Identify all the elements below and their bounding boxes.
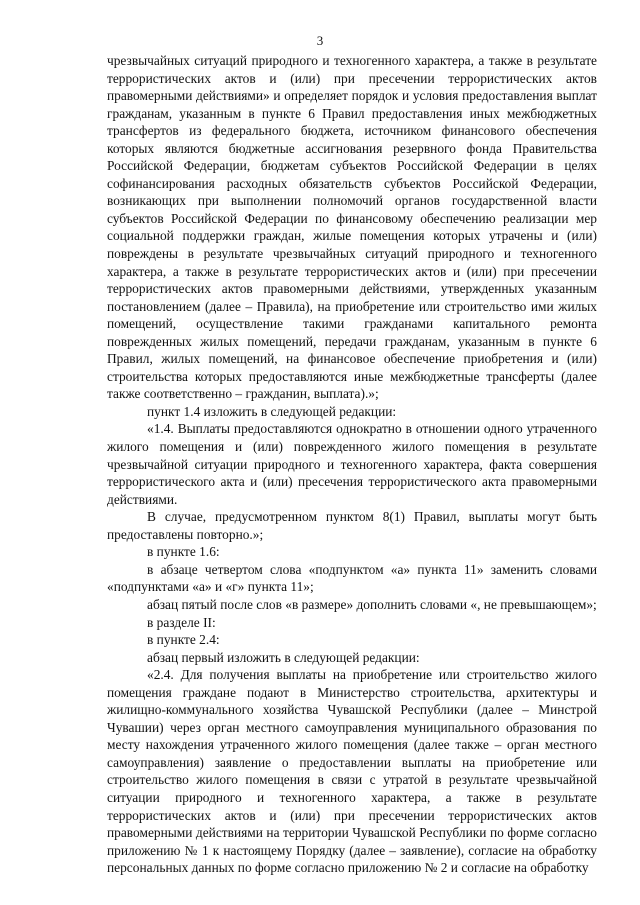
- paragraph: чрезвычайных ситуаций природного и техногенного характера, а также в результате террористических актов и (или) при пресечении террористических актов правомерными действиями» и определяет порядок и условия предоставления выплат гражданам, указанным в пункте 6 Правил предоставления иных межбюджетных трансфертов из федерального бюджета, источником финансового обеспечения которых являются бюджетные ассигнования резервного фонда Правительства Российской Федерации, бюджетам субъектов Российской Федерации в целях софинансирования расходных обязательств субъектов Российской Федерации, возникающих при выполнении полномочий органов государственной власти субъектов Российской Федерации по финансовому обеспечению реализации мер социальной поддержки граждан, жилые помещения которых утрачены и (или) повреждены в результате чрезвычайных ситуаций природного и техногенного характера, а также в результате террористических актов и (или) при пресечении террористических актов правомерными действиями, утвержденных указанным постановлением (далее – Правила), на приобретение или строительство ими жилых помещений, осуществление такими гражданами капитального ремонта поврежденных жилых помещений, передачи гражданам, указанным в пункте 6 Правил, жилых помещений, на финансовое обеспечение приобретения и (или) строительства которых предоставляются иные межбюджетные трансферты (далее также соответственно – гражданин, выплата).»;: [107, 53, 597, 402]
- paragraph: В случае, предусмотренном пунктом 8(1) Правил, выплаты могут быть предоставлены повторно.»;: [107, 509, 597, 542]
- document-body: [107, 52, 597, 877]
- paragraph: абзац пятый после слов «в размере» дополнить словами «, не превышающем»;: [147, 596, 597, 612]
- paragraph: «2.4. Для получения выплаты на приобретение или строительство жилого помещения граждане подают в Министерство строительства, архитектуры и жилищно-коммунального хозяйства Чувашской Республики (далее – Минстрой Чувашии) через орган местного самоуправления муниципального образования по месту нахождения утраченного жилого помещения (далее также – орган местного самоуправления) заявление о предоставлении выплаты на приобретение или строительство жилого помещения в связи с утратой в результате чрезвычайной ситуации природного и техногенного характера, а также в результате террористических актов и (или) при пресечении террористических актов правомерными действиями на территории Чувашской Республики по форме согласно приложению № 1 к настоящему Порядку (далее – заявление), согласие на обработку персональных данных по форме согласно приложению № 2 и согласие на обработку: [107, 667, 597, 876]
- paragraph: «1.4. Выплаты предоставляются однократно в отношении одного утраченного жилого помещения и (или) поврежденного жилого помещения в результате чрезвычайной ситуации природного и техногенного характера, факта совершения террористического акта и (или) пресечения террористического акта правомерными действиями.: [107, 421, 597, 507]
- paragraph: в пункте 2.4:: [147, 632, 220, 648]
- paragraph: в пункте 1.6:: [147, 544, 220, 560]
- paragraph: пункт 1.4 изложить в следующей редакции:: [147, 403, 397, 419]
- page-number: 3: [316, 33, 324, 48]
- paragraph: абзац первый изложить в следующей редакции:: [147, 649, 420, 665]
- paragraph: в разделе II:: [147, 614, 216, 630]
- paragraph: в абзаце четвертом слова «подпунктом «а» пункта 11» заменить словами «подпунктами «а» и «г» пункта 11»;: [107, 561, 597, 595]
